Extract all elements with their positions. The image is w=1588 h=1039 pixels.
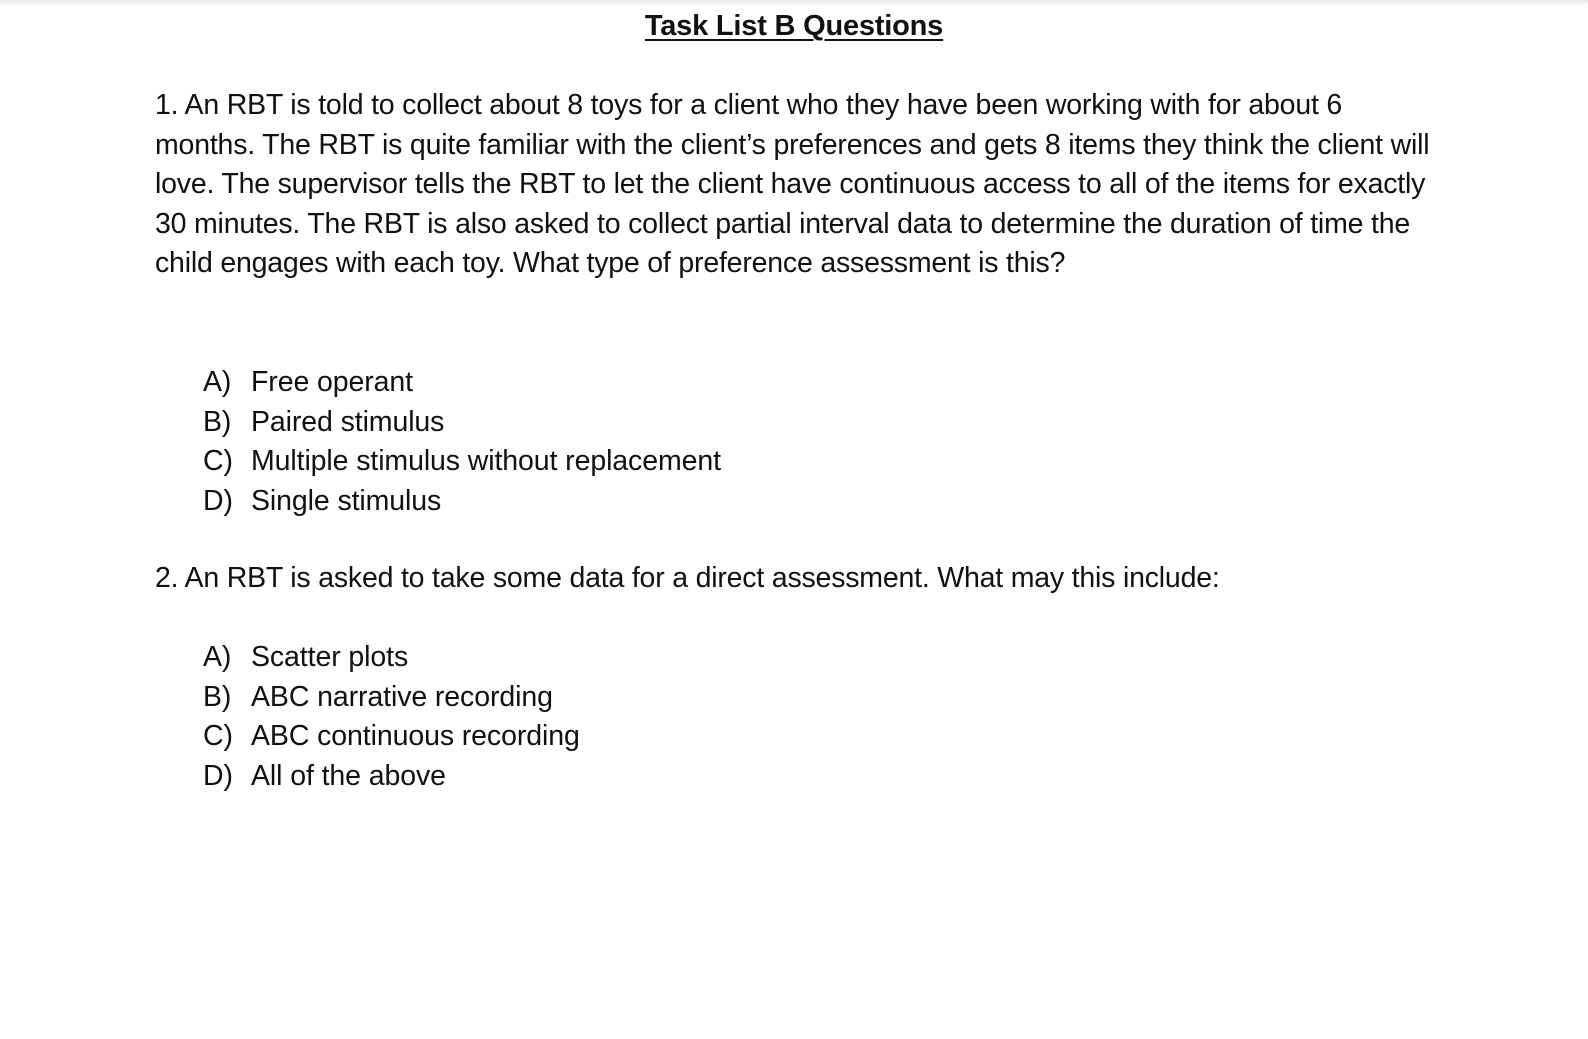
option-letter: A) (203, 366, 232, 398)
option-text: Multiple stimulus without replacement (251, 445, 721, 477)
option-text: Scatter plots (251, 641, 409, 673)
option-text: Single stimulus (251, 484, 442, 517)
option-letter: A) (203, 641, 232, 673)
question-2-option-c (203, 717, 580, 757)
question-1-option-d (203, 482, 721, 522)
option-letter: D) (203, 484, 233, 517)
option-letter: B) (203, 405, 232, 438)
option-letter: D) (203, 759, 233, 792)
question-2-option-d (203, 757, 580, 797)
option-text: Paired stimulus (251, 405, 445, 438)
option-text: Free operant (251, 366, 413, 398)
question-1-option-a (203, 363, 721, 403)
option-text: All of the above (251, 759, 446, 792)
question-1-option-c (203, 442, 721, 482)
question-1-text: 1. An RBT is told to collect about 8 toys for a client who they have been working with for about 6 months. The RBT is quite familiar with the client’s preferences and gets 8 items they think the client will love. The supervisor tells the RBT to let the client have continuous access to all of the items for exactly 30 minutes. The RBT is also asked to collect partial interval data to determine the duration of time the child engages with each toy. What type of preference assessment is this? (155, 89, 1430, 279)
question-2-option-a (203, 638, 580, 678)
question-1-option-b (203, 403, 721, 443)
option-letter: B) (203, 680, 232, 713)
question-2-text: 2. An RBT is asked to take some data for a direct assessment. What may this include: (155, 562, 1220, 594)
option-text: ABC narrative recording (251, 680, 553, 713)
option-letter: C) (203, 720, 233, 752)
option-text: ABC continuous recording (251, 720, 580, 752)
option-letter: C) (203, 445, 233, 477)
question-2-option-b (203, 678, 580, 718)
document-title: Task List B Questions (644, 10, 944, 42)
question-2-options (203, 638, 580, 796)
question-1-options (203, 363, 721, 521)
